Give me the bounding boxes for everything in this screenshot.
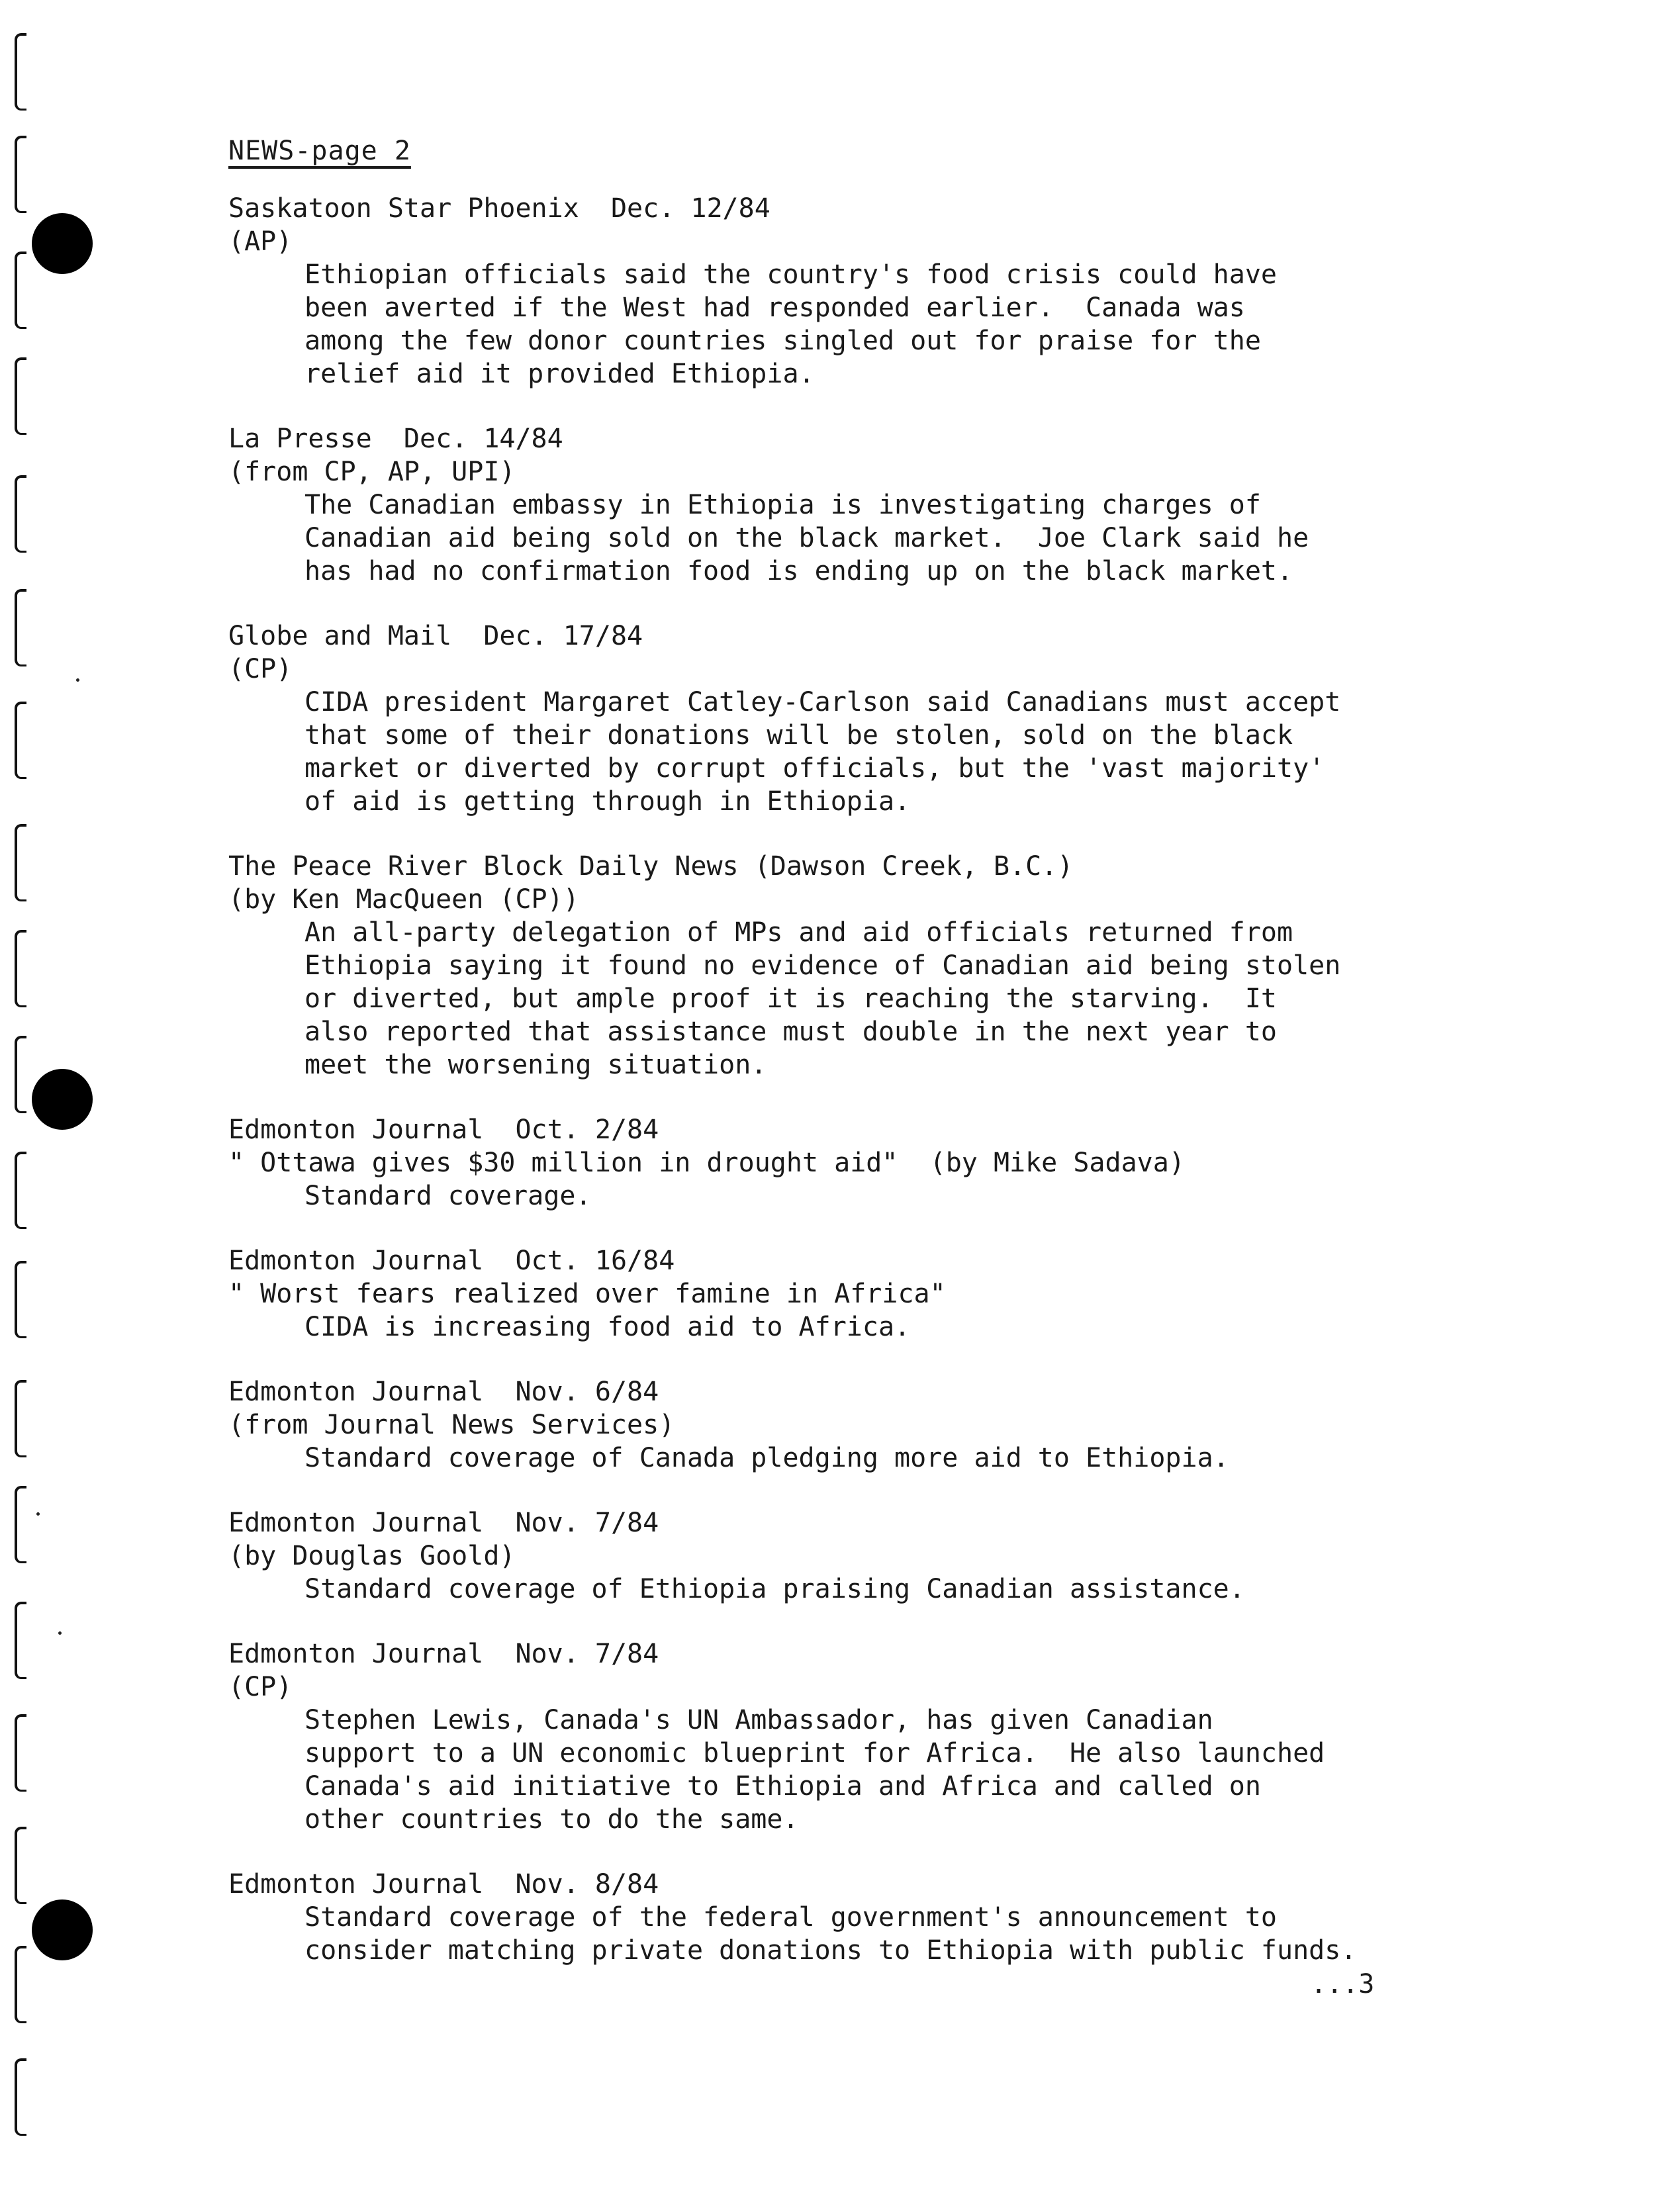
margin-bracket (15, 1827, 26, 1904)
entry-body-line: or diverted, but ample proof it is reaching the starving. It (304, 984, 1278, 1014)
entry-source: La Presse Dec. 14/84 (228, 424, 563, 454)
punch-hole (32, 1899, 93, 1960)
margin-bracket (15, 1261, 26, 1338)
entry-source: Edmonton Journal Nov. 6/84 (228, 1377, 659, 1407)
margin-bracket (15, 1486, 26, 1563)
entry-body-line: meet the worsening situation. (304, 1050, 767, 1080)
entry-body-line: Canadian aid being sold on the black market. Joe Clark said he (304, 523, 1309, 553)
margin-bracket (15, 1152, 26, 1229)
margin-bracket (15, 475, 26, 553)
margin-bracket (15, 1714, 26, 1792)
news-entry (228, 1868, 1585, 1967)
entry-source: Edmonton Journal Nov. 8/84 (228, 1869, 659, 1899)
margin-bracket (15, 2058, 26, 2136)
entry-source: Edmonton Journal Nov. 7/84 (228, 1639, 659, 1669)
margin-bracket (15, 930, 26, 1007)
entry-body-line: support to a UN economic blueprint for Africa. He also launched (304, 1738, 1325, 1768)
page-header: NEWS-page 2 (228, 136, 411, 166)
margin-bracket (15, 252, 26, 329)
entry-body-line: Canada's aid initiative to Ethiopia and Africa and called on (304, 1771, 1261, 1802)
entry-body-line: Standard coverage of the federal government's announcement to (304, 1902, 1278, 1933)
entry-body-line: other countries to do the same. (304, 1804, 799, 1835)
entry-source: Edmonton Journal Oct. 16/84 (228, 1246, 675, 1276)
entry-body-line: market or diverted by corrupt officials, but the 'vast majority' (304, 753, 1325, 784)
news-entries (228, 192, 1585, 1999)
entry-source: The Peace River Block Daily News (Dawson Creek, B.C.) (228, 851, 1074, 882)
news-entry (228, 192, 1585, 390)
speck (58, 1631, 62, 1635)
entry-body-line: Standard coverage of Ethiopia praising Canadian assistance. (304, 1574, 1245, 1604)
entry-body-line: Standard coverage. (304, 1181, 592, 1211)
entry-byline: (from Journal News Services) (228, 1410, 675, 1440)
entry-source: Saskatoon Star Phoenix Dec. 12/84 (228, 193, 770, 224)
entry-body-line: that some of their donations will be stolen, sold on the black (304, 720, 1293, 751)
entry-byline: (CP) (228, 1672, 293, 1702)
entry-byline: (AP) (228, 226, 293, 257)
margin-bracket (15, 1602, 26, 1679)
continued-marker: ...3 (1311, 1969, 1375, 1999)
entry-body-line: has had no confirmation food is ending up on the black market. (304, 556, 1293, 586)
news-entry (228, 1244, 1585, 1344)
margin-bracket (15, 589, 26, 666)
news-entry (228, 422, 1585, 588)
entry-body-line: The Canadian embassy in Ethiopia is investigating charges of (304, 490, 1261, 520)
margin-bracket (15, 1946, 26, 2023)
entry-body-line: also reported that assistance must double in the next year to (304, 1017, 1278, 1047)
entry-body-line: consider matching private donations to Ethiopia with public funds. (304, 1935, 1357, 1966)
entry-byline: (by Douglas Goold) (228, 1541, 516, 1571)
margin-bracket (15, 702, 26, 779)
margin-bracket (15, 824, 26, 901)
entry-body-line: been averted if the West had responded earlier. Canada was (304, 293, 1245, 323)
news-entry (228, 1637, 1585, 1836)
margin-bracket (15, 33, 26, 111)
entry-byline: " Worst fears realized over famine in Africa" (228, 1279, 946, 1309)
entry-body-line: Ethiopian officials said the country's food crisis could have (304, 259, 1278, 290)
punch-hole (32, 1069, 93, 1130)
entry-body-line: among the few donor countries singled out for praise for the (304, 326, 1261, 356)
entry-body-line: CIDA is increasing food aid to Africa. (304, 1312, 911, 1342)
entry-body-line: CIDA president Margaret Catley-Carlson said Canadians must accept (304, 687, 1341, 717)
entry-source: Edmonton Journal Nov. 7/84 (228, 1508, 659, 1538)
margin-bracket (15, 136, 26, 213)
entry-body-line: An all-party delegation of MPs and aid officials returned from (304, 917, 1293, 948)
news-entry (228, 1113, 1585, 1212)
entry-body-line: relief aid it provided Ethiopia. (304, 359, 815, 389)
entry-source: Globe and Mail Dec. 17/84 (228, 621, 643, 651)
entry-byline: (from CP, AP, UPI) (228, 457, 516, 487)
margin-bracket (15, 1036, 26, 1113)
entry-body-line: Stephen Lewis, Canada's UN Ambassador, has given Canadian (304, 1705, 1213, 1735)
entry-body-line: of aid is getting through in Ethiopia. (304, 786, 911, 817)
news-entry (228, 1506, 1585, 1606)
speck (36, 1512, 40, 1516)
news-entry (228, 619, 1585, 818)
entry-body-line: Standard coverage of Canada pledging more aid to Ethiopia. (304, 1443, 1229, 1473)
news-entry (228, 1375, 1585, 1475)
news-entry (228, 850, 1585, 1081)
punch-hole (32, 213, 93, 274)
margin-bracket (15, 357, 26, 435)
binder-margin (0, 0, 93, 2196)
speck (76, 678, 79, 682)
entry-body-line: Ethiopia saying it found no evidence of Canadian aid being stolen (304, 950, 1341, 981)
entry-byline: " Ottawa gives $30 million in drought aid" (by Mike Sadava) (228, 1148, 1185, 1178)
entry-byline: (by Ken MacQueen (CP)) (228, 884, 579, 915)
margin-bracket (15, 1380, 26, 1457)
entry-byline: (CP) (228, 654, 293, 684)
entry-source: Edmonton Journal Oct. 2/84 (228, 1115, 659, 1145)
